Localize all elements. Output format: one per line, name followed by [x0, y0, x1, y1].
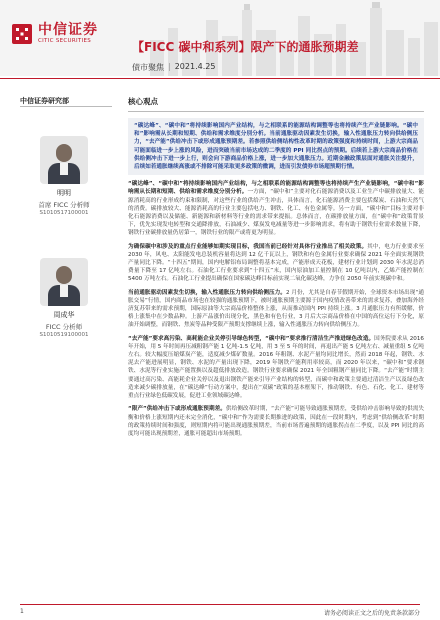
paragraph-text: 其中，电力行业要求至 2030 年，风电、太阳能发电总装机容量将达到 12 亿千瓦以上，钢铁和有色金属行业要求确保 2021 年全面实现钢铁产量同比下降。“十四五”期间，国内电解铝布局调整将基本完成，产能形成天花板，建材行业计划到 2030 年水泥总消费量下降至 17 亿吨左右。石油化工行业要求到“十四五”末，国内原油加工量控制在 10 亿吨以内，乙烯产能控制在 5400 万吨左右。石油化工行业提出确保在国家碳达峰目标前实现二氧化碳达峰，力争在 2050 年前实现碳中和。	[128, 243, 424, 283]
brand-name-en: CITIC SECURITIES	[38, 38, 92, 44]
body-paragraph	[128, 405, 424, 438]
report-body	[128, 86, 424, 438]
analyst-photo	[40, 136, 88, 184]
section-title: 核心观点	[128, 97, 158, 106]
page-footer	[0, 604, 440, 620]
footer-divider	[20, 604, 420, 605]
key-points-text: “碳达峰”、“碳中和”将持续影响国内产业结构，与之相联系的能源结构调整等也将持续产生产业链影响。“碳中和”影响需从长期和短期、供给和需求维度分别分析。当前通胀驱动因素发生切换，输入性通胀压力转向供给侧压力，“去产能”供给冲击下或形成通胀预期差。若参照供给侧结构性改革时期的政策强度和持续时间，上游大宗商品可能面临进一步上涨的风险，进而突破当前市场达成的二季度的 PPI 同比拐点的预期。后续若上游大宗商品价格在供给侧冲击下进一步上行，则会向下游商品价格上涨，进一步加大通胀压力。近期金融政策层面对通胀关注提升，后续如若通胀继续高涨或不排除可能采取更多政策的微调，进而引发债券市场超预期行情。	[134, 123, 418, 171]
analyst-role: 首席 FICC 分析师	[38, 201, 90, 209]
paragraph-lead: “去产能”要求高污染、高耗能企业关停引导绿色转型，“碳中和”要求推行清洁生产推进绿色改造。	[128, 335, 375, 342]
dept-divider	[20, 106, 112, 107]
analyst-cert: S1010517100001	[39, 210, 89, 216]
header-divider	[0, 78, 440, 79]
report-title: 【FICC 碳中和系列】限产下的通胀预期差	[132, 40, 359, 54]
report-date: 2021.4.25	[174, 62, 216, 71]
paragraph-text: 供给侧改革时期，“去产能”可能导致通胀预期差，受供给冲击影响导致的供需失衡和价格上涨短期内还未完全消化，“碳中和”作为需要长期推进的政策，因此在一段时期内，考虑到“供给侧改革”时期的政策持续时间和强度，则短期内将可能出现通胀预期差，当前市场普遍预期的通胀拐点在二季度，以及 PPI 同比的高度均可能出现预期差，通胀可能超出市场预期。	[128, 406, 424, 437]
paragraph-lead: 为确保碳中和涉及的重点行业能够如期实现目标，我国当前已经针对具体行业推出了相关政策。	[128, 243, 368, 250]
paragraph-text: 国务院要求从 2016 年开始，用 5 年时间再压减粗钢产能 1 亿吨-1.5 亿吨，用 3 至 5 年的时间，再退出产能 5 亿吨左右、减量重组 5 亿吨左右。较大幅度压缩煤炭产能，适度减少煤矿数量。2016 年粗钢、水泥产量均同比增长，然而 2018 年起，钢铁、水泥去产能进展明显，钢铁、水泥的产量出现下降，2019 年钢铁产能利用率较高，而 2020 年以来，“碳中和”要求钢铁、水泥等行业实施产能置换以及超低排放改造。钢铁行业要求确保 2021 年全国粗钢产量同比下降。“去产能”时期主要通过高污染、高能耗企业关停以及退出钢铁产能来引导产业结构的转型，而碳中和政策主要通过清洁生产以及绿色改造来减少碳排放量，在“碳达峰”行动方案中，提出在“双碳”政策的基本框架下，推动钢铁、有色、石化、化工、建材等重点行业绿色低碳发展，促进工业领域碳达峰。	[128, 335, 424, 400]
paragraph-text: 2 月份，尤其是自春节假期开始，全球资本市场出现“通胀交易”行情，国内商品市场也在较强的通胀预期下，被时通胀预期主要源于国内疫情改善带来的需求复苏，叠加海外经济复苏带来的需求预期，国际原油等大宗商品价格整体上涨，从而推动国内 PPI 持续上涨。3 月通胀压力有所缓解，价格上涨集中在少数品种。上游产品涨价出现分化，黑色和有色行业，3 月后大宗商品价格在中国的高位运行下分化，原油开始调整，而钢铁、焦炭等品种受限产预期支撑继续上涨，输入性通胀压力转向供给侧压力。	[128, 289, 424, 329]
analyst-card	[8, 136, 120, 216]
key-points-box	[128, 118, 424, 175]
paragraph-lead: “限产”供给冲击下或形成通胀预期差。	[128, 406, 226, 413]
paragraph-lead: “碳达峰”、“碳中和”将持续影响国内产业结构，与之相联系的能源结构调整等也将持续产生产业链影响，“碳中和”影响需从长期和短期、供给和需求维度分别分析。	[128, 181, 424, 196]
brand-name-cn: 中信证券	[38, 22, 98, 38]
analyst-card	[8, 258, 120, 338]
analyst-role: FICC 分析师	[45, 323, 83, 331]
body-paragraph	[128, 243, 424, 284]
page-number: 1	[20, 608, 24, 615]
analyst-cert: S1010519100001	[39, 332, 89, 338]
disclaimer-note: 请务必阅读正文之后的免责条款部分	[323, 610, 420, 617]
citic-logo-icon	[10, 22, 34, 46]
paragraph-lead: 当前通胀驱动因素发生切换，输入性通胀压力转向供给侧压力。	[128, 289, 286, 296]
body-paragraph	[128, 335, 424, 401]
meta-separator: |	[168, 62, 171, 71]
report-header	[0, 0, 440, 76]
body-paragraph	[128, 180, 424, 237]
body-paragraph	[128, 289, 424, 330]
report-category: 债市聚焦	[132, 63, 164, 72]
brand-logo	[10, 22, 98, 46]
paragraph-text: 一方面，“碳中和”主要对化石能源消费以及工业生产中碳排放量大、能源消耗高的行业形成约束和限制，对这些行业的供给产生冲击，具体而言，化石能源消费主要包括煤炭、石油和天然气的消费。碳排放较大、能源消耗高的行业主要包括电力、钢铁、化工、有色金属等。另一方面，“碳中和”目标主要对非化石能源消费以及储能、新能源和新材料等行业的需求带来提振。总体而言，在碳排放量方面，在“碳中和”政策背景下，优先实现发电转型和交通降排放，石油减少、煤炭发电减量等进一步影响需求，将有助于钢铁行业需求数量下降，钢铁行业碳排放量仍居第一，钢铁行业的限产或将更为明显。	[128, 189, 424, 237]
report-meta	[132, 62, 215, 73]
analyst-photo	[40, 258, 88, 306]
section-divider	[128, 111, 424, 112]
analyst-name: 明明	[57, 189, 71, 197]
analyst-name: 周成华	[53, 311, 75, 319]
research-dept: 中信证券研究部	[20, 97, 69, 105]
